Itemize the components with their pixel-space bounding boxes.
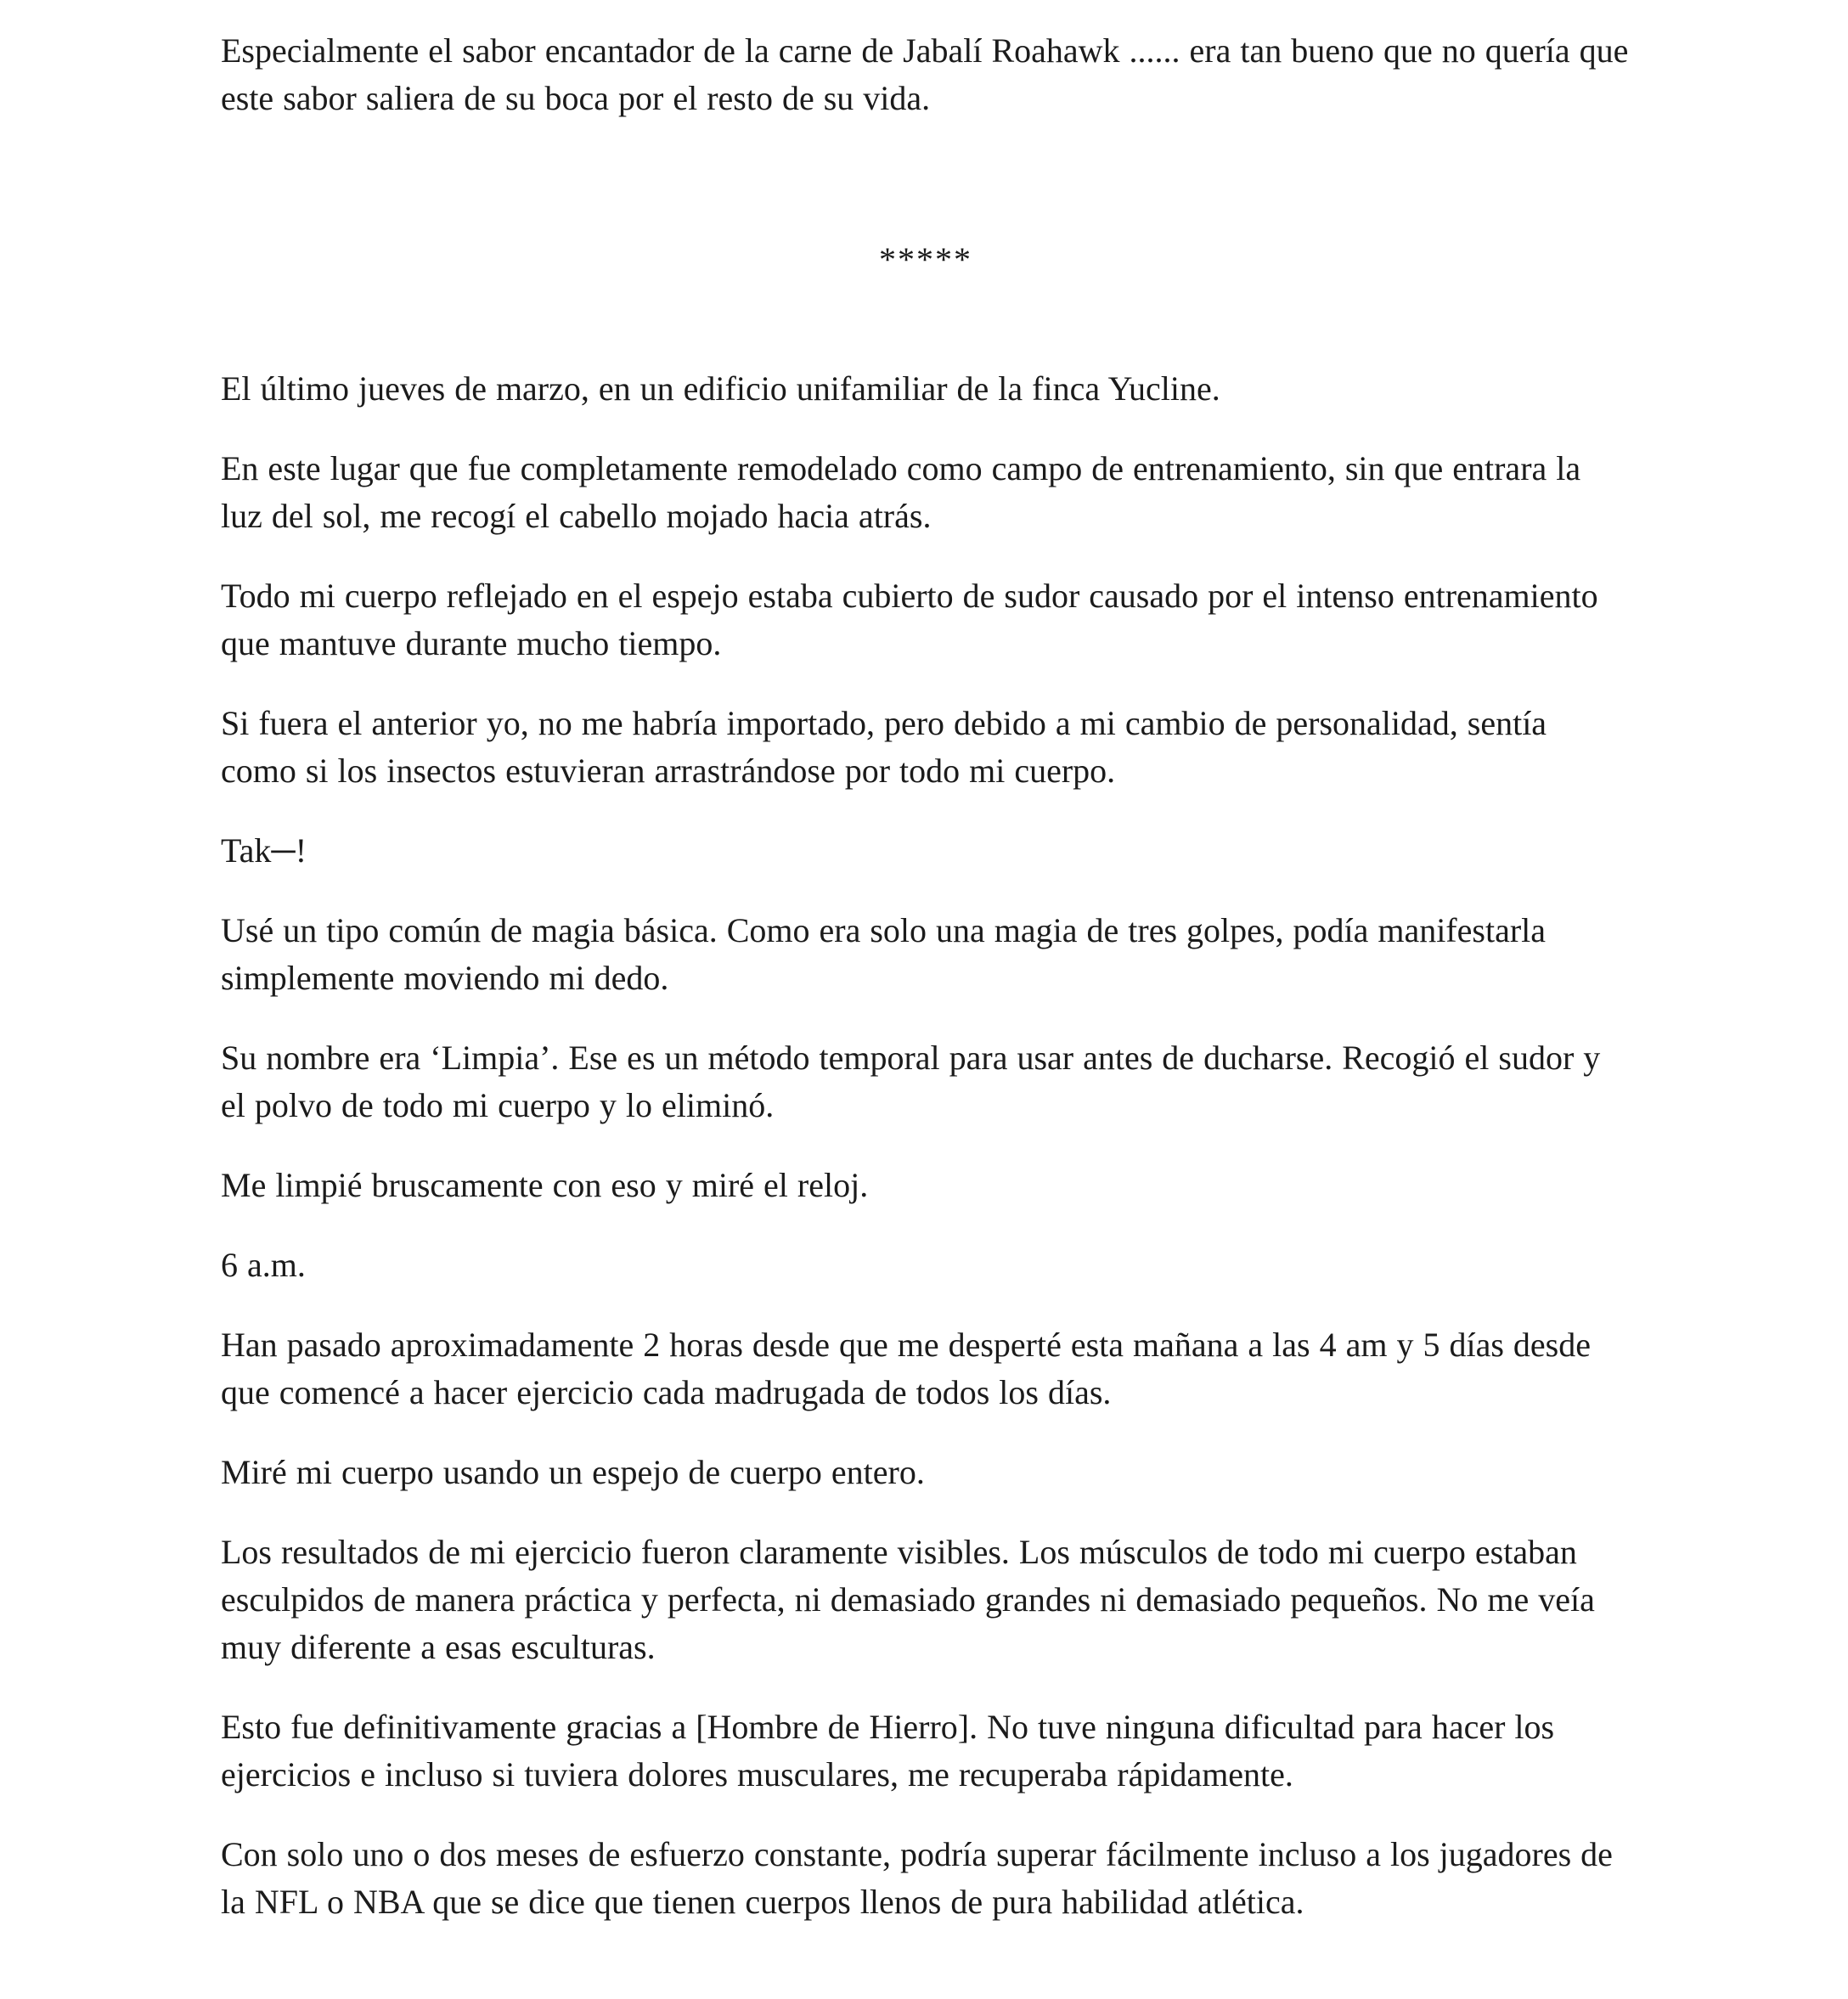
paragraph: Los resultados de mi ejercicio fueron claramente visibles. Los músculos de todo mi cuerpo estaban esculpidos de manera práctica y perfecta, ni demasiado grandes ni demasiado pequeños. No me veía muy diferente a esas esculturas.: [221, 1533, 1595, 1666]
paragraph: Esto fue definitivamente gracias a [Hombre de Hierro]. No tuve ninguna dificultad para hacer los ejercicios e incluso si tuviera dolores musculares, me recuperaba rápidamente.: [221, 1708, 1555, 1793]
paragraph: Han pasado aproximadamente 2 horas desde que me desperté esta mañana a las 4 am y 5 días desde que comencé a hacer ejercicio cada madrugada de todos los días.: [221, 1326, 1591, 1411]
paragraph: El último jueves de marzo, en un edificio unifamiliar de la finca Yucline.: [221, 369, 1220, 408]
paragraph: Me limpié bruscamente con eso y miré el reloj.: [221, 1166, 869, 1204]
paragraph-sfx: Tak─!: [221, 831, 307, 870]
paragraph-time: 6 a.m.: [221, 1246, 306, 1284]
paragraph: Su nombre era ‘Limpia’. Ese es un método temporal para usar antes de ducharse. Recogió el sudor y el polvo de todo mi cuerpo y lo eliminó.: [221, 1039, 1601, 1124]
paragraph: Con solo uno o dos meses de esfuerzo constante, podría superar fácilmente incluso a los jugadores de la NFL o NBA que se dice que tienen cuerpos llenos de pura habilidad atlética.: [221, 1835, 1613, 1921]
paragraph: Especialmente el sabor encantador de la carne de Jabalí Roahawk ...... era tan bueno que no quería que este sabor saliera de su boca por el resto de su vida.: [221, 31, 1629, 117]
paragraph: Si fuera el anterior yo, no me habría importado, pero debido a mi cambio de personalidad, sentía como si los insectos estuvieran arrastrándose por todo mi cuerpo.: [221, 704, 1547, 790]
paragraph: Usé un tipo común de magia básica. Como era solo una magia de tres golpes, podía manifestarla simplemente moviendo mi dedo.: [221, 911, 1547, 997]
paragraph: Todo mi cuerpo reflejado en el espejo estaba cubierto de sudor causado por el intenso entrenamiento que mantuve durante mucho tiempo.: [221, 577, 1598, 662]
paragraph: En este lugar que fue completamente remodelado como campo de entrenamiento, sin que entrara la luz del sol, me recogí el cabello mojado hacia atrás.: [221, 449, 1581, 535]
paragraph: Miré mi cuerpo usando un espejo de cuerpo entero.: [221, 1453, 925, 1491]
section-separator: *****: [879, 240, 972, 279]
